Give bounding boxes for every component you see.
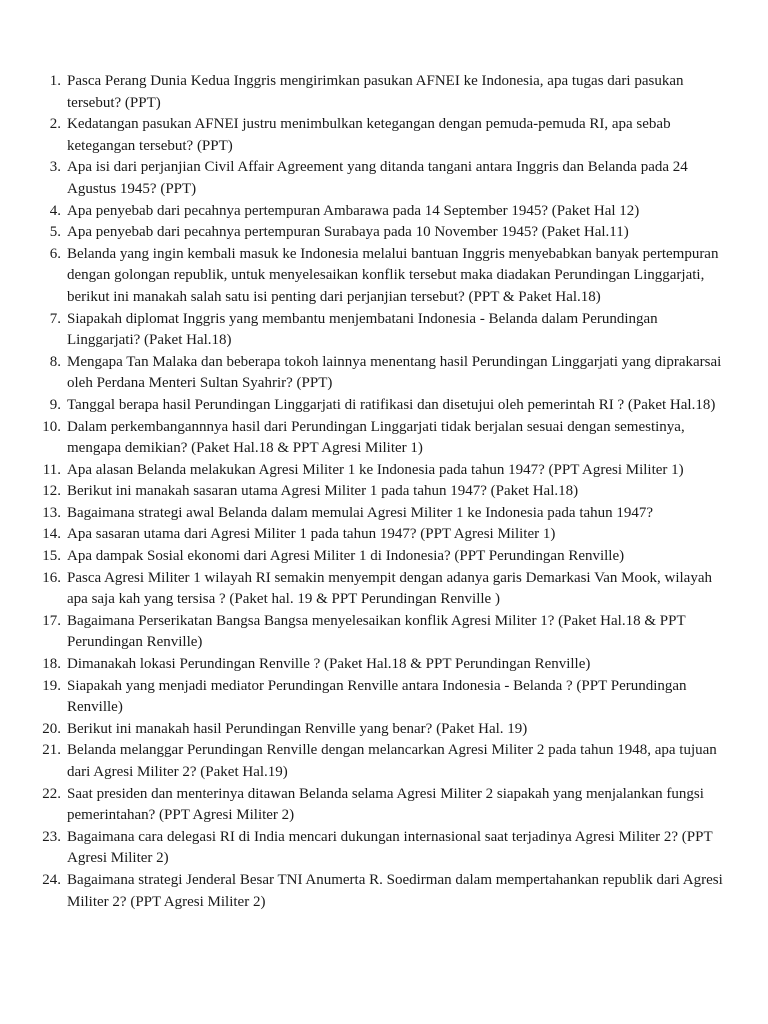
question-item [0, 503, 768, 525]
question-text: Bagaimana cara delegasi RI di India mencari dukungan internasional saat terjadinya Agresi Militer 2? (PPT Agresi Militer 2) [67, 828, 713, 867]
question-item [0, 460, 768, 482]
question-text: Berikut ini manakah sasaran utama Agresi Militer 1 pada tahun 1947? (Paket Hal.18) [67, 483, 579, 500]
question-text: Mengapa Tan Malaka dan beberapa tokoh lainnya menentang hasil Perundingan Linggarjati yang diprakarsai oleh Perdana Menteri Sultan Syahrir? (PPT) [67, 353, 722, 392]
question-text: Apa dampak Sosial ekonomi dari Agresi Militer 1 di Indonesia? (PPT Perundingan Renville) [67, 548, 625, 565]
question-item [0, 611, 768, 654]
question-number: 8. [49, 353, 61, 370]
question-item [0, 244, 768, 309]
question-number: 2. [49, 116, 61, 133]
question-number: 11. [42, 461, 61, 478]
question-item [0, 201, 768, 223]
question-text: Belanda melanggar Perundingan Renville dengan melancarkan Agresi Militer 2 pada tahun 1948, apa tujuan dari Agresi Militer 2? (Paket Hal.19) [67, 742, 717, 780]
question-number: 18. [42, 656, 61, 673]
question-number: 4. [49, 202, 61, 219]
question-item [0, 546, 768, 568]
question-number: 13. [42, 504, 61, 521]
question-text: Siapakah yang menjadi mediator Perundingan Renville antara Indonesia - Belanda ? (PPT Perundingan Renville) [67, 677, 687, 716]
question-number: 9. [49, 396, 61, 413]
question-text: Siapakah diplomat Inggris yang membantu menjembatani Indonesia - Belanda dalam Perundingan Linggarjati? (Paket Hal.18) [67, 310, 658, 349]
question-text: Pasca Perang Dunia Kedua Inggris mengirimkan pasukan AFNEI ke Indonesia, apa tugas dari pasukan tersebut? (PPT) [67, 73, 684, 111]
question-number: 23. [42, 828, 61, 845]
question-number: 15. [42, 548, 61, 565]
question-item [0, 352, 768, 395]
question-text: Kedatangan pasukan AFNEI justru menimbulkan ketegangan dengan pemuda-pemuda RI, apa sebab ketegangan tersebut? (PPT) [67, 116, 671, 154]
question-number: 3. [49, 159, 61, 176]
question-item [0, 395, 768, 417]
question-item [0, 309, 768, 352]
question-item [0, 870, 768, 913]
question-text: Saat presiden dan menterinya ditawan Belanda selama Agresi Militer 2 siapakah yang menjalankan fungsi pemerintahan? (PPT Agresi Militer 2) [67, 785, 704, 824]
question-text: Pasca Agresi Militer 1 wilayah RI semakin menyempit dengan adanya garis Demarkasi Van Mook, wilayah apa saja kah yang tersisa ? (Paket hal. 19 & PPT Perundingan Renville ) [67, 569, 712, 608]
question-text: Apa penyebab dari pecahnya pertempuran Surabaya pada 10 November 1945? (Paket Hal.11) [67, 224, 629, 241]
question-number: 21. [42, 742, 61, 759]
question-item [0, 71, 768, 114]
question-item [0, 524, 768, 546]
question-number: 12. [42, 483, 61, 500]
question-number: 24. [42, 871, 61, 888]
question-number: 6. [49, 245, 61, 262]
question-item [0, 114, 768, 157]
question-text: Apa isi dari perjanjian Civil Affair Agreement yang ditanda tangani antara Inggris dan Belanda pada 24 Agustus 1945? (PPT) [67, 159, 688, 197]
question-number: 1. [49, 73, 61, 89]
question-text: Berikut ini manakah hasil Perundingan Renville yang benar? (Paket Hal. 19) [67, 720, 528, 737]
question-item [0, 222, 768, 244]
question-number: 19. [42, 677, 61, 694]
question-number: 10. [42, 418, 61, 435]
question-text: Apa penyebab dari pecahnya pertempuran Ambarawa pada 14 September 1945? (Paket Hal 12) [67, 202, 640, 219]
question-text: Dalam perkembangannnya hasil dari Perundingan Linggarjati tidak berjalan sesuai dengan semestinya, mengapa demikian? (Paket Hal.18 & PPT Agresi Militer 1) [67, 418, 685, 457]
question-text: Apa sasaran utama dari Agresi Militer 1 pada tahun 1947? (PPT Agresi Militer 1) [67, 526, 556, 543]
question-item [0, 676, 768, 719]
question-text: Tanggal berapa hasil Perundingan Linggarjati di ratifikasi dan disetujui oleh pemerintah RI ? (Paket Hal.18) [67, 396, 716, 413]
question-number: 16. [42, 569, 61, 586]
question-item [0, 740, 768, 783]
question-text: Apa alasan Belanda melakukan Agresi Militer 1 ke Indonesia pada tahun 1947? (PPT Agresi Militer 1) [67, 461, 684, 478]
question-text: Belanda yang ingin kembali masuk ke Indonesia melalui bantuan Inggris menyebabkan banyak pertempuran dengan golongan republik, untuk menyelesaikan konflik tersebut maka diadakan Perundingan Linggarjati, berikut ini manakah salah satu isi penting dari perjanjian tersebut? (PPT & Paket Hal.18) [67, 245, 719, 305]
question-item [0, 654, 768, 676]
question-item [0, 784, 768, 827]
question-text: Bagaimana strategi Jenderal Besar TNI Anumerta R. Soedirman dalam mempertahankan republik dari Agresi Militer 2? (PPT Agresi Militer 2) [67, 871, 723, 910]
question-number: 20. [42, 720, 61, 737]
question-number: 7. [49, 310, 61, 327]
question-item [0, 481, 768, 503]
question-item [0, 417, 768, 460]
question-text: Dimanakah lokasi Perundingan Renville ? (Paket Hal.18 & PPT Perundingan Renville) [67, 656, 591, 673]
question-number: 14. [42, 526, 61, 543]
question-item [0, 568, 768, 611]
question-text: Bagaimana Perserikatan Bangsa Bangsa menyelesaikan konflik Agresi Militer 1? (Paket Hal.18 & PPT Perundingan Renville) [67, 612, 686, 651]
question-text: Bagaimana strategi awal Belanda dalam memulai Agresi Militer 1 ke Indonesia pada tahun 1947? [67, 504, 654, 521]
question-number: 5. [49, 224, 61, 241]
question-list [0, 71, 768, 913]
question-number: 22. [42, 785, 61, 802]
question-item [0, 827, 768, 870]
question-number: 17. [42, 612, 61, 629]
question-item [0, 157, 768, 200]
question-item [0, 719, 768, 741]
